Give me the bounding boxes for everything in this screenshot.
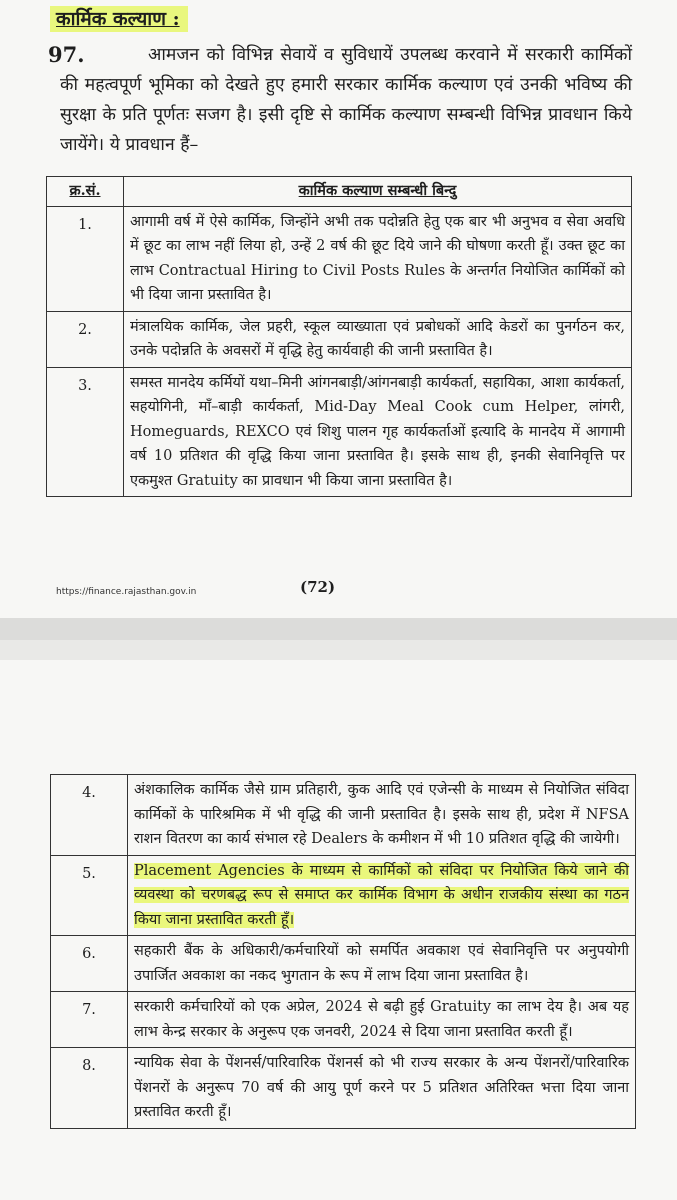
table-row xyxy=(51,936,636,992)
row-number: 8. xyxy=(51,1048,128,1129)
footer-url: https://finance.rajasthan.gov.in xyxy=(56,587,197,597)
row-text: आगामी वर्ष में ऐसे कार्मिक, जिन्होंने अभी तक पदोन्नति हेतु एक बार भी अनुभव व सेवा अवधि में छूट का लाभ नहीं लिया हो, उन्हें 2 वर्ष की छूट दिये जाने की घोषणा करती हूँ। उक्त छूट का लाभ Contractual Hiring to Civil Posts Rules के अन्तर्गत नियोजित कार्मिकों को भी दिया जाना प्रस्तावित है। xyxy=(124,206,632,311)
row-number: 5. xyxy=(51,855,128,936)
header-serial: क्र.सं. xyxy=(47,177,124,207)
paragraph-number: 97. xyxy=(48,42,85,67)
table-row xyxy=(51,775,636,856)
page-separator xyxy=(0,618,677,660)
paragraph-text: आमजन को विभिन्न सेवायें व सुविधायें उपलब्ध करवाने में सरकारी कार्मिकों की महत्वपूर्ण भूमिका को देखते हुए हमारी सरकार कार्मिक कल्याण एवं उनकी भविष्य की सुरक्षा के प्रति पूर्णतः सजग है। इसी दृष्टि से कार्मिक कल्याण सम्बन्धी विभिन्न प्रावधान किये जायेंगे। ये प्रावधान हैं– xyxy=(60,45,632,155)
row-number: 4. xyxy=(51,775,128,856)
row-text: समस्त मानदेय कर्मियों यथा–मिनी आंगनबाड़ी/आंगनबाड़ी कार्यकर्ता, सहायिका, आशा कार्यकर्ता, सहयोगिनी, माँ–बाड़ी कार्यकर्ता, Mid-Day Meal Cook cum Helper, लांगरी, Homeguards, REXCO एवं शिशु पालन गृह कार्यकर्ताओं इत्यादि के मानदेय में आगामी वर्ष 10 प्रतिशत की वृद्धि किया जाना प्रस्तावित है। इसके साथ ही, इनकी सेवानिवृत्ति पर एकमुश्त Gratuity का प्रावधान भी किया जाना प्रस्तावित है। xyxy=(124,367,632,497)
row-text: सहकारी बैंक के अधिकारी/कर्मचारियों को समर्पित अवकाश एवं सेवानिवृत्ति पर अनुपयोगी उपार्जित अवकाश का नकद भुगतान के रूप में लाभ दिया जाना प्रस्तावित है। xyxy=(128,936,636,992)
welfare-table-part-1 xyxy=(46,176,632,497)
table-row xyxy=(47,311,632,367)
highlighted-text: Placement Agencies के माध्यम से कार्मिकों को संविदा पर नियोजित किये जाने की व्यवस्था को चरणबद्ध रूप से समाप्त कर कार्मिक विभाग के अधीन राजकीय संस्था का गठन किया जाना प्रस्तावित करती हूँ। xyxy=(134,862,629,928)
row-number: 3. xyxy=(47,367,124,497)
row-text: न्यायिक सेवा के पेंशनर्स/पारिवारिक पेंशनर्स को भी राज्य सरकार के अन्य पेंशनरों/पारिवारिक पेंशनरों के अनुरूप 70 वर्ष की आयु पूर्ण करने पर 5 प्रतिशत अतिरिक्त भत्ता दिया जाना प्रस्तावित करती हूँ। xyxy=(128,1048,636,1129)
table-row xyxy=(51,992,636,1048)
welfare-table-part-2 xyxy=(50,774,636,1129)
row-number: 2. xyxy=(47,311,124,367)
table-row xyxy=(51,1048,636,1129)
page-number: (72) xyxy=(300,578,336,596)
table-row xyxy=(47,206,632,311)
section-heading: कार्मिक कल्याण : xyxy=(50,6,188,32)
row-text xyxy=(128,855,636,936)
table-row xyxy=(47,367,632,497)
row-number: 1. xyxy=(47,206,124,311)
table-header-row xyxy=(47,177,632,207)
row-text: मंत्रालयिक कार्मिक, जेल प्रहरी, स्कूल व्याख्याता एवं प्रबोधकों आदि केडरों का पुनर्गठन कर, उनके पदोन्नति के अवसरों में वृद्धि हेतु कार्यवाही की जानी प्रस्तावित है। xyxy=(124,311,632,367)
document-page-73 xyxy=(0,660,677,1200)
row-text: सरकारी कर्मचारियों को एक अप्रेल, 2024 से बढ़ी हुई Gratuity का लाभ देय है। अब यह लाभ केन्द्र सरकार के अनुरूप एक जनवरी, 2024 से दिया जाना प्रस्तावित करती हूँ। xyxy=(128,992,636,1048)
row-number: 7. xyxy=(51,992,128,1048)
header-points: कार्मिक कल्याण सम्बन्धी बिन्दु xyxy=(124,177,632,207)
table-row-highlighted xyxy=(51,855,636,936)
row-number: 6. xyxy=(51,936,128,992)
row-text: अंशकालिक कार्मिक जैसे ग्राम प्रतिहारी, कुक आदि एवं एजेन्सी के माध्यम से नियोजित संविदा कार्मिकों के पारिश्रमिक में भी वृद्धि की जानी प्रस्तावित है। इसके साथ ही, प्रदेश में NFSA राशन वितरण का कार्य संभाल रहे Dealers के कमीशन में भी 10 प्रतिशत वृद्धि की जायेगी। xyxy=(128,775,636,856)
